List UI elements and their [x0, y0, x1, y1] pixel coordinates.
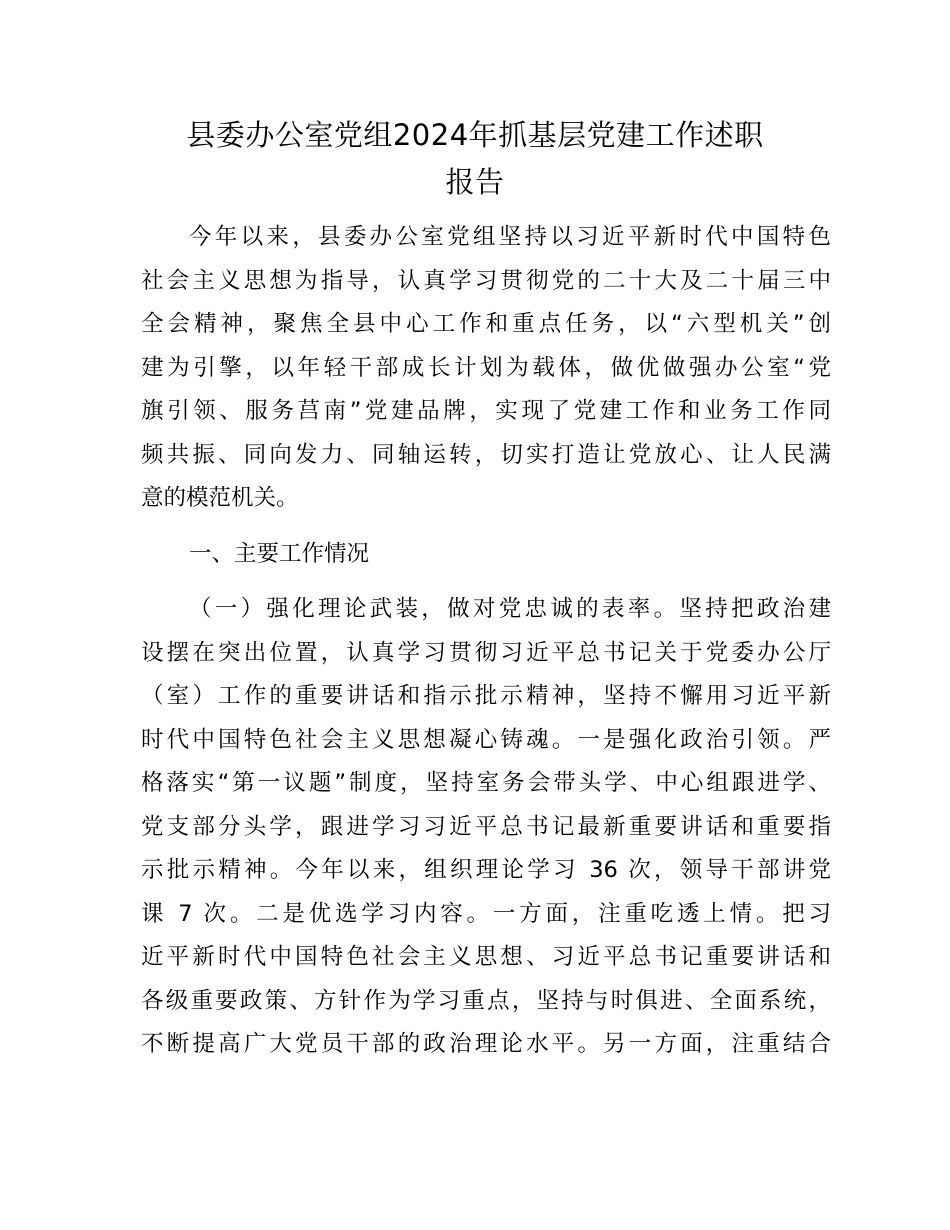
- title-line-2: 报告: [445, 165, 505, 199]
- text-line: 近平新时代中国特色社会主义思想、习近平总书记重要讲话和: [141, 944, 831, 970]
- text-line: 党支部分头学，跟进学习习近平总书记最新重要讲话和重要指: [141, 813, 831, 840]
- document-title: [130, 112, 820, 206]
- document-body: [141, 216, 831, 1067]
- text-line: （一）强化理论武装，做对党忠诚的表率。坚持把政治建: [189, 596, 831, 622]
- text-line: 各级重要政策、方针作为学习重点，坚持与时俱进、全面系统，: [141, 987, 831, 1014]
- text-line: 格落实“第一议题”制度，坚持室务会带头学、中心组跟进学、: [141, 770, 831, 796]
- text-line: 示批示精神。今年以来，组织理论学习 36 次，领导干部讲党: [141, 857, 831, 883]
- text-line: 设摆在突出位置，认真学习贯彻习近平总书记关于党委办公厅: [141, 639, 831, 666]
- heading-line: 一、主要工作情况: [189, 540, 370, 567]
- text-line: 旗引领、服务莒南”党建品牌，实现了党建工作和业务工作同: [141, 398, 831, 424]
- paragraph-section-1: [141, 588, 831, 1067]
- text-line: （室）工作的重要讲话和指示批示精神，坚持不懈用习近平新: [141, 683, 831, 709]
- title-line-1: 县委办公室党组2024年抓基层党建工作述职: [186, 118, 764, 152]
- paragraph-gap: [141, 576, 831, 588]
- paragraph-gap: [141, 521, 831, 533]
- text-line: 时代中国特色社会主义思想凝心铸魂。一是强化政治引领。严: [141, 726, 831, 753]
- text-line: 社会主义思想为指导，认真学习贯彻党的二十大及二十届三中: [141, 267, 831, 294]
- text-line: 频共振、同向发力、同轴运转，切实打造让党放心、让人民满: [141, 441, 831, 468]
- section-heading: [141, 533, 831, 577]
- text-line: 今年以来，县委办公室党组坚持以习近平新时代中国特色: [189, 224, 831, 250]
- text-line: 课 7 次。二是优选学习内容。一方面，注重吃透上情。把习: [141, 900, 831, 927]
- paragraph-intro: [141, 216, 831, 521]
- text-line: 不断提高广大党员干部的政治理论水平。另一方面，注重结合: [141, 1031, 831, 1057]
- text-line: 建为引擎，以年轻干部成长计划为载体，做优做强办公室“党: [141, 354, 831, 381]
- text-line: 全会精神，聚焦全县中心工作和重点任务，以“六型机关”创: [141, 311, 831, 337]
- text-line: 意的模范机关。: [141, 485, 299, 511]
